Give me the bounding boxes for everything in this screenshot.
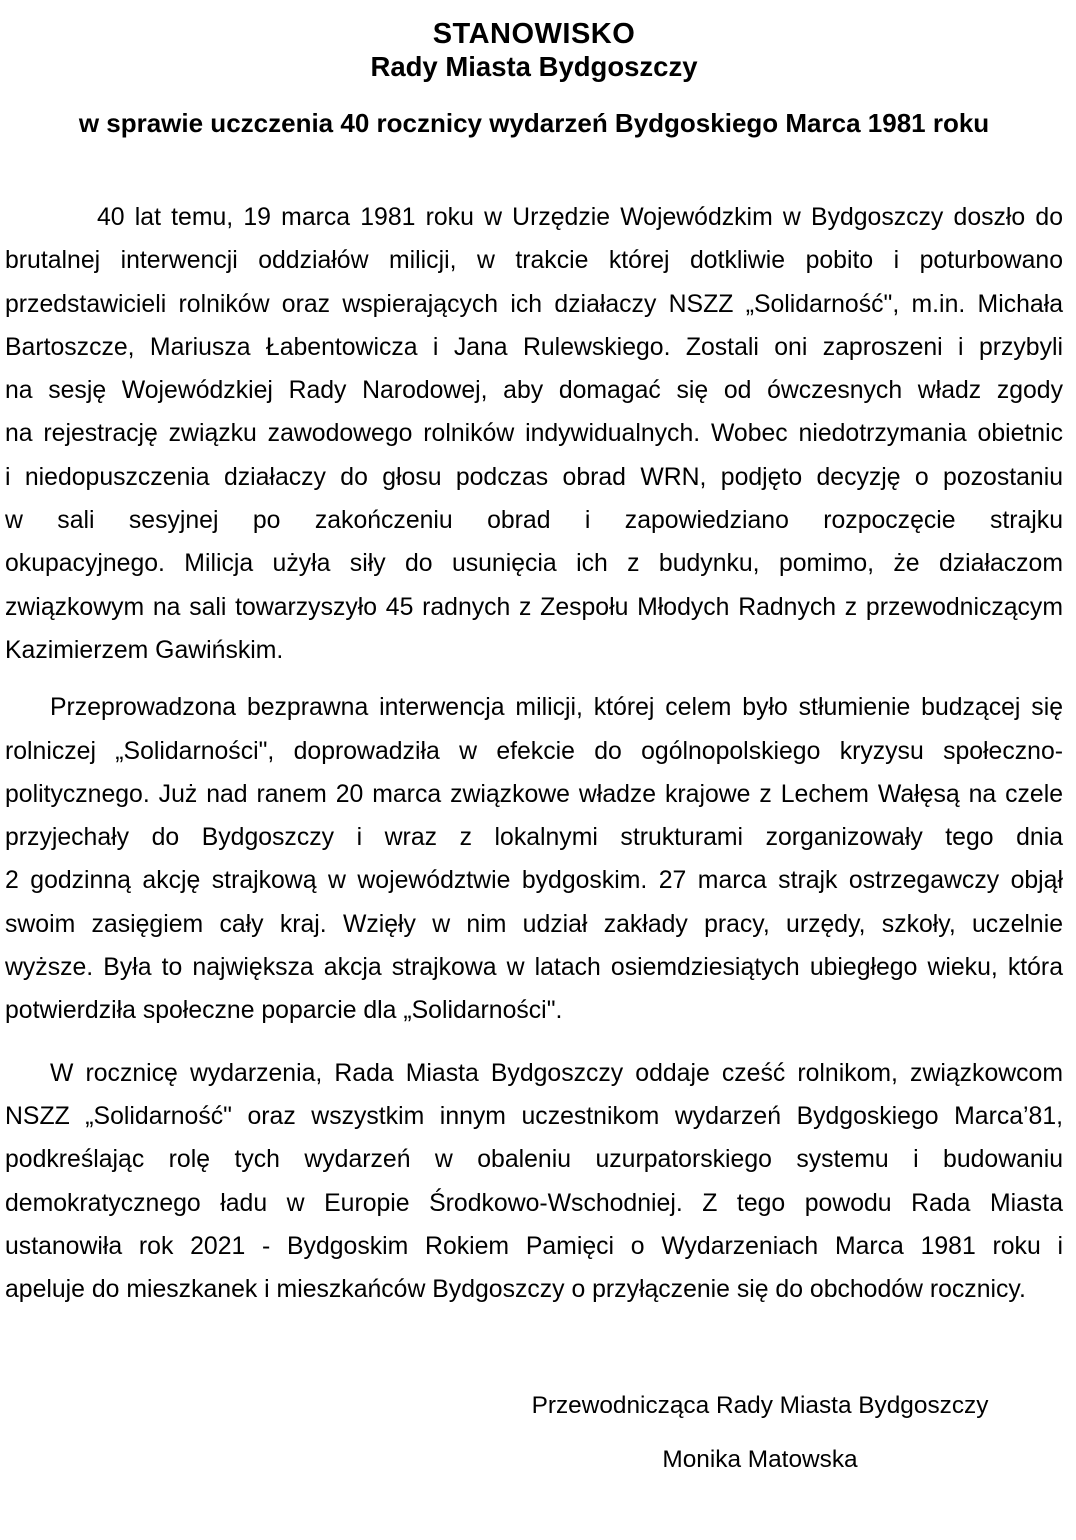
paragraph-2 xyxy=(5,686,1063,1032)
doc-subtitle: Rady Miasta Bydgoszczy xyxy=(370,51,698,82)
text-line: Przeprowadzona bezprawna interwencja milicji, której celem było stłumienie budzącej się xyxy=(50,694,1063,722)
text-line: wyższe. Była to największa akcja strajkowa w latach osiemdziesiątych ubiegłego wieku, która xyxy=(5,954,1063,982)
text-line: W rocznicę wydarzenia, Rada Miasta Bydgoszczy oddaje cześć rolnikom, związkowcom xyxy=(50,1059,1063,1087)
text-line: politycznego. Już nad ranem 20 marca związkowe władze krajowe z Lechem Wałęsą na czele xyxy=(5,780,1063,808)
document-page xyxy=(0,17,1076,1481)
text-line: ustanowiła rok 2021 - Bydgoskim Rokiem Pamięci o Wydarzeniach Marca 1981 roku i xyxy=(5,1232,1063,1260)
text-line: przyjechały do Bydgoszczy i wraz z lokalnymi strukturami zorganizowały tego dnia xyxy=(5,824,1063,852)
doc-subject-line: w sprawie uczczenia 40 rocznicy wydarzeń Bydgoskiego Marca 1981 roku xyxy=(78,108,990,138)
signature-name: Monika Matowska xyxy=(662,1446,858,1474)
text-line: przedstawicieli rolników oraz wspierających ich działaczy NSZZ „Solidarność", m.in. Michała xyxy=(5,290,1063,318)
text-line: podkreślając rolę tych wydarzeń w obaleniu uzurpatorskiego systemu i budowaniu xyxy=(5,1146,1063,1174)
text-line: rolniczej „Solidarności", doprowadziła w efekcie do ogólnopolskiego kryzysu społeczno- xyxy=(5,737,1063,765)
text-line: apeluje do mieszkanek i mieszkańców Bydgoszczy o przyłączenie się do obchodów rocznicy. xyxy=(5,1276,1026,1304)
text-line: i niedopuszczenia działaczy do głosu podczas obrad WRN, podjęto decyzję o pozostaniu xyxy=(5,463,1063,491)
text-line: demokratycznego ładu w Europie Środkowo-Wschodniej. Z tego powodu Rada Miasta xyxy=(5,1189,1063,1217)
text-line: okupacyjnego. Milicja użyła siły do usunięcia ich z budynku, pomimo, że działaczom xyxy=(5,550,1063,578)
text-line: NSZZ „Solidarność" oraz wszystkim innym uczestnikom wydarzeń Bydgoskiego Marca’81, xyxy=(5,1102,1063,1130)
paragraph-1 xyxy=(5,196,1063,672)
doc-title: STANOWISKO xyxy=(432,18,636,50)
text-line: brutalnej interwencji oddziałów milicji, w trakcie której dotkliwie pobito i poturbowano xyxy=(5,247,1063,275)
text-line: na rejestrację związku zawodowego rolników indywidualnych. Wobec niedotrzymania obietnic xyxy=(5,420,1063,448)
paragraph-3 xyxy=(5,1052,1063,1312)
text-line: Kazimierzem Gawińskim. xyxy=(5,636,284,664)
document-header xyxy=(5,17,1063,83)
text-line: w sali sesyjnej po zakończeniu obrad i zapowiedziano rozpoczęcie strajku xyxy=(5,507,1063,535)
signature-block xyxy=(455,1384,1065,1481)
text-line: 2 godzinną akcję strajkową w województwie bydgoskim. 27 marca strajk ostrzegawczy objął xyxy=(5,867,1063,895)
text-line: potwierdziła społeczne poparcie dla „Solidarności". xyxy=(5,997,563,1025)
text-line: 40 lat temu, 19 marca 1981 roku w Urzędzie Wojewódzkim w Bydgoszczy doszło do xyxy=(97,204,1063,231)
signature-role: Przewodnicząca Rady Miasta Bydgoszczy xyxy=(531,1392,989,1420)
text-line: Bartoszcze, Mariusza Łabentowicza i Jana Rulewskiego. Zostali oni zaproszeni i przybyli xyxy=(5,333,1063,361)
text-line: swoim zasięgiem cały kraj. Wzięły w nim udział zakłady pracy, urzędy, szkoły, uczelnie xyxy=(5,910,1063,938)
text-line: związkowym na sali towarzyszyło 45 radnych z Zespołu Młodych Radnych z przewodniczącym xyxy=(5,593,1063,621)
text-line: na sesję Wojewódzkiej Rady Narodowej, aby domagać się od ówczesnych władz zgody xyxy=(5,377,1063,405)
